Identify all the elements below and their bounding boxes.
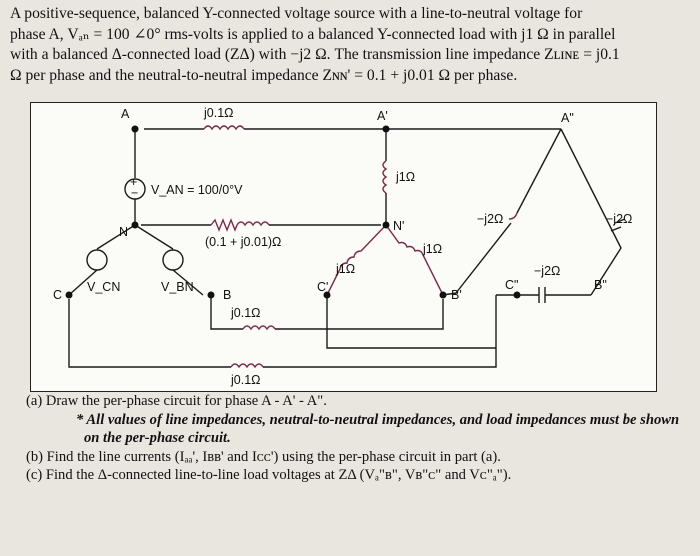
label-z-delta-ab: −j2Ω: [606, 212, 633, 226]
label-node-a-double: A": [561, 111, 574, 125]
problem-line-3: with a balanced Δ-connected load (ZΔ) with −j2 Ω. The transmission line impedance Zʟɪɴᴇ = j0.1: [10, 46, 620, 63]
svg-text:+: +: [130, 175, 138, 189]
label-z-delta-ca: −j2Ω: [477, 212, 504, 226]
label-z-delta-bc: −j2Ω: [534, 264, 561, 278]
questions: [8, 392, 698, 485]
label-node-a: A: [121, 107, 130, 121]
problem-line-4: Ω per phase and the neutral-to-neutral impedance Zɴɴ' = 0.1 + j0.01 Ω per phase.: [10, 66, 518, 84]
circuit-figure: [30, 102, 657, 392]
label-node-b-prime: B': [451, 288, 462, 302]
label-z-line-c: j0.1Ω: [231, 373, 261, 387]
question-c: (c) Find the Δ-connected line-to-line load voltages at ZΔ (Vₐ"ʙ", Vʙ"ᴄ" and Vᴄ"ₐ").: [26, 467, 512, 483]
question-a: (a) Draw the per-phase circuit for phase A - A' - A".: [26, 393, 327, 409]
label-z-y-c: j1Ω: [336, 262, 356, 276]
label-node-c: C: [53, 288, 63, 302]
question-b: (b) Find the line currents (Iₐₐ', Iʙʙ' and Iᴄᴄ') using the per-phase circuit in part (a).: [26, 448, 501, 465]
svg-text:−: −: [131, 186, 139, 200]
label-v-bn: V_BN: [161, 280, 194, 294]
problem-statement: [10, 4, 694, 86]
label-node-b-double: B": [594, 278, 607, 292]
label-node-n: N: [119, 225, 129, 239]
label-z-line-a: j0.1Ω: [204, 106, 234, 120]
problem-line-1: A positive-sequence, balanced Y-connected voltage source with a line-to-neutral voltage for: [10, 5, 583, 22]
label-node-a-prime: A': [377, 109, 388, 123]
label-node-c-double: C": [505, 278, 519, 292]
label-z-line-b: j0.1Ω: [231, 306, 261, 320]
label-v-cn: V_CN: [87, 280, 121, 294]
label-node-n-prime: N': [393, 219, 405, 233]
question-note: * All values of line impedances, neutral-to-neutral impedances, and load impedances must be shown on the per-phase circuit.: [76, 411, 680, 446]
label-z-y-b: j1Ω: [423, 242, 443, 256]
circuit-diagram: [31, 103, 656, 391]
label-v-an: V_AN = 100/0°V: [151, 183, 243, 197]
label-z-neutral: (0.1 + j0.01)Ω: [205, 235, 282, 249]
problem-line-2: phase A, Vₐₙ = 100 ∠0° rms-volts is applied to a balanced Y-connected load with j1 Ω in parallel: [10, 25, 616, 43]
label-node-b: B: [223, 288, 232, 302]
label-node-c-prime: C': [317, 280, 329, 294]
label-z-y-a: j1Ω: [396, 170, 416, 184]
